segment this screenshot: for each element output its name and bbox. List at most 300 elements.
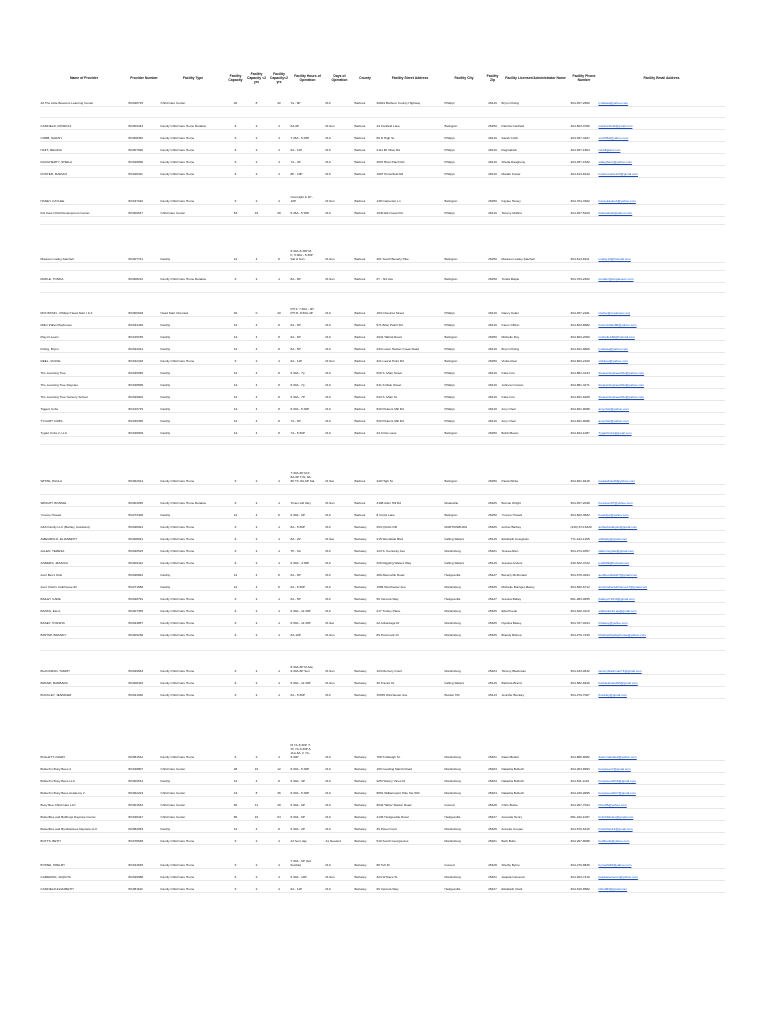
cell-email[interactable]: michelle180@hotmail.com	[598, 328, 725, 340]
cell-city: Bunker Hill	[444, 686, 484, 698]
cell-email[interactable]	[598, 436, 725, 444]
cell-city: Philippi	[444, 204, 484, 216]
cell-capacity-under2-a: 2	[245, 868, 268, 880]
cell-zip: 26250	[484, 117, 501, 129]
cell-email[interactable]: jbuckley@gmail.com	[598, 686, 725, 698]
cell-licensee-name: Elizabeth Clark	[501, 880, 570, 892]
table-row	[40, 436, 725, 444]
cell-email[interactable]: bbcc85@yahoo.com	[598, 796, 725, 808]
cell-provider-number: BC062223	[128, 784, 160, 796]
cell-email[interactable]: butterflies14@gmail.com	[598, 820, 725, 832]
cell-days: M-F	[325, 316, 354, 328]
cell-days: M-F	[325, 820, 354, 832]
cell-provider-number: BC022318	[128, 352, 160, 364]
cell-capacity-under2-b: 8	[268, 506, 290, 518]
cell-provider-name: MOUNTAIN - Philippi Head Start I & II	[40, 292, 128, 316]
cell-county: Berkeley	[354, 530, 376, 542]
cell-street-address	[376, 262, 444, 270]
cell-days: M-F	[325, 129, 354, 141]
cell-capacity-under2-a: 0	[245, 292, 268, 316]
cell-provider-number: BC008021	[128, 530, 160, 542]
cell-email[interactable]: howellyv@yahoo.com	[598, 506, 725, 518]
cell-capacity-under2-b: 4	[268, 352, 290, 364]
cell-street-address: 643 S. Main St.	[376, 388, 444, 400]
cell-county: Berkeley	[354, 542, 376, 554]
cell-county: Barbour	[354, 204, 376, 216]
cell-licensee-name: Patricia Canfield	[501, 117, 570, 129]
cell-provider-name: FOSTER, MARIAH	[40, 165, 128, 177]
cell-capacity: 6	[226, 868, 245, 880]
cell-email[interactable]: scs0354@yahoo.com	[598, 129, 725, 141]
table-row	[40, 94, 725, 106]
cell-licensee-name: Vickie Reel	[501, 352, 570, 364]
cell-phone: 304-433-0612	[570, 650, 598, 674]
table-row	[40, 316, 725, 328]
cell-county: Berkeley	[354, 698, 376, 760]
cell-phone: 304-823-2160	[570, 352, 598, 364]
cell-email[interactable]: thelearningtree2011@yahoo.com	[598, 376, 725, 388]
cell-provider-number: BC000647	[128, 204, 160, 216]
cell-hours: 6:30A - 7P	[290, 388, 325, 400]
cell-facility-type: Family Child Care Home	[160, 698, 226, 760]
cell-capacity-under2-a: 2	[245, 117, 268, 129]
cell-facility-type: Facility	[160, 578, 226, 590]
cell-days: M-F	[325, 808, 354, 820]
cell-days: M-Sun	[325, 352, 354, 364]
cell-street-address: 626 S. Main Street	[376, 364, 444, 376]
cell-provider-number: BC028447	[128, 808, 160, 820]
cell-days: M-F	[325, 760, 354, 772]
table-row	[40, 772, 725, 784]
cell-email[interactable]: jca2009@hotmail.com	[598, 554, 725, 566]
cell-days	[325, 282, 354, 292]
cell-email[interactable]: dawnmabullett@yahoo.com	[598, 698, 725, 760]
cell-provider-name: WHITE, PAULA	[40, 444, 128, 484]
cell-zip	[484, 216, 501, 224]
cell-street-address: 226 Riggling Waters Way	[376, 554, 444, 566]
cell-licensee-name: Annette Cooper	[501, 820, 570, 832]
cell-capacity: 12	[226, 424, 245, 436]
cell-email[interactable]: bbishoptheplayhouse@yahoo.com	[598, 626, 725, 638]
cell-email[interactable]: tammyblackman71@gmail.com	[598, 650, 725, 674]
cell-email[interactable]: paulawhite49@yahoo.com	[598, 444, 725, 484]
cell-capacity-under2-a: 4	[245, 364, 268, 376]
cell-licensee-name	[501, 282, 570, 292]
cell-county: Barbour	[354, 94, 376, 106]
cell-email[interactable]: byrne0226@yahoo.com	[598, 844, 725, 868]
cell-email[interactable]: amycheli@yahoo.com	[598, 400, 725, 412]
cell-provider-name: HANEY, KAYLEE	[40, 177, 128, 204]
cell-zip: 26416	[484, 165, 501, 177]
cell-capacity-under2-b: 8	[268, 340, 290, 352]
cell-capacity: 6	[226, 686, 245, 698]
table-row	[40, 282, 725, 292]
cell-city	[444, 638, 484, 650]
cell-capacity-under2-a: 2	[245, 554, 268, 566]
cell-city: Martinsburg	[444, 614, 484, 626]
cell-capacity-under2-a: 4	[245, 328, 268, 340]
cell-capacity-under2-b	[268, 262, 290, 270]
cell-capacity-under2-b: 4	[268, 542, 290, 554]
cell-capacity-under2-a	[245, 216, 268, 224]
cell-capacity-under2-a: 2	[245, 626, 268, 638]
cell-licensee-name: Beverly McDonald	[501, 566, 570, 578]
cell-email[interactable]: thelearningtree2011@yahoo.com	[598, 364, 725, 376]
cell-facility-type: Family Child Care Home	[160, 352, 226, 364]
cell-days: M-F	[325, 772, 354, 784]
table-row	[40, 590, 725, 602]
cell-capacity-under2-a: 4	[245, 412, 268, 424]
cell-capacity-under2-b: 4	[268, 590, 290, 602]
cell-county: Berkeley	[354, 614, 376, 626]
cell-hours: 6:30A - 4P	[290, 772, 325, 784]
cell-email[interactable]: patricanfield@gmail.com	[598, 117, 725, 129]
cell-capacity-under2-a: 8	[245, 94, 268, 106]
cell-licensee-name: Sheila Daugherty	[501, 153, 570, 165]
cell-capacity-under2-b: 4	[268, 165, 290, 177]
cell-provider-name: A&S Family LLC (Bartley, Assistant)	[40, 518, 128, 530]
table-row	[40, 542, 725, 554]
cell-phone: 304-823-8682	[570, 316, 598, 328]
cell-capacity: 6	[226, 674, 245, 686]
cell-email[interactable]: nkeller@cvpaineoc.org	[598, 292, 725, 316]
cell-email[interactable]: amycheli@yahoo.com	[598, 412, 725, 424]
cell-phone: 304-240-0995	[570, 784, 598, 796]
cell-city: Moatsville	[444, 494, 484, 506]
cell-city: Philippi	[444, 364, 484, 376]
cell-facility-type: Child Care Center	[160, 204, 226, 216]
cell-days: M-F	[325, 340, 354, 352]
cell-days: M-F	[325, 506, 354, 518]
cell-facility-type: Facility	[160, 820, 226, 832]
cell-capacity-under2-b: 12	[268, 760, 290, 772]
cell-zip: 26416	[484, 364, 501, 376]
cell-city: Belington	[444, 270, 484, 282]
cell-email[interactable]: jbailey272310@gmail.com	[598, 590, 725, 602]
cell-email[interactable]: masky14@hotmail.com	[598, 224, 725, 262]
cell-provider-number: BC007920	[128, 141, 160, 153]
cell-facility-type: Child Care Center	[160, 808, 226, 820]
cell-email[interactable]	[598, 106, 725, 117]
cell-email[interactable]: auntbevskids07@gmail.com	[598, 566, 725, 578]
cell-days: M-F	[325, 566, 354, 578]
cell-county	[354, 262, 376, 270]
cell-county: Barbour	[354, 352, 376, 364]
cell-email[interactable]: lorainemarie123@gmail.com	[598, 165, 725, 177]
cell-capacity: 6	[226, 590, 245, 602]
cell-street-address: 571 Briar Patch Rd	[376, 316, 444, 328]
cell-street-address: 15035 Winchester Ave	[376, 686, 444, 698]
cell-facility-type: Family Child Care Home Relative	[160, 494, 226, 506]
cell-phone: 304-641-9806	[570, 340, 598, 352]
cell-provider-number	[128, 262, 160, 270]
cell-zip: 25419	[484, 554, 501, 566]
cell-street-address: 217 Turkey Place	[376, 602, 444, 614]
cell-email[interactable]: tondarn@wvpaineoc.com	[598, 270, 725, 282]
cell-zip: 25405	[484, 602, 501, 614]
cell-licensee-name: Nyesha Basey	[501, 614, 570, 626]
cell-facility-type: Facility	[160, 340, 226, 352]
cell-provider-number: BC081512	[128, 698, 160, 760]
cell-city: Martinsburg	[444, 602, 484, 614]
cell-email[interactable]: lyndawa@yahoo.com	[598, 340, 725, 352]
cell-hours: 6:30A - 5:30P	[290, 760, 325, 772]
cell-street-address: 708 S Raleigh St.	[376, 698, 444, 760]
cell-email[interactable]: haneykayleeh@yahoo.com	[598, 177, 725, 204]
cell-capacity-under2-a: 2	[245, 602, 268, 614]
cell-provider-number: BC028091	[128, 518, 160, 530]
cell-facility-type: Facility	[160, 376, 226, 388]
cell-county: Berkeley	[354, 820, 376, 832]
cell-street-address: 30 Pavel Court	[376, 820, 444, 832]
cell-email[interactable]	[598, 262, 725, 270]
cell-capacity-under2-b: 8	[268, 578, 290, 590]
cell-licensee-name: Amanda Henry	[501, 808, 570, 820]
cell-phone: 304-841-8098	[570, 412, 598, 424]
cell-licensee-name: Katie Cox	[501, 388, 570, 400]
cell-zip: 26416	[484, 292, 501, 316]
cell-city: Belington	[444, 424, 484, 436]
cell-email[interactable]: ellsbaby@gmail.com	[598, 530, 725, 542]
cell-licensee-name: Jessica Anders	[501, 554, 570, 566]
cell-facility-type: Family Child Care Home	[160, 614, 226, 626]
cell-zip: 25428	[484, 844, 501, 868]
cell-street-address: 225 Hickory Vines Dr	[376, 772, 444, 784]
cell-zip	[484, 638, 501, 650]
cell-phone: 304-457-1804	[570, 141, 598, 153]
cell-days: M-F	[325, 578, 354, 590]
cell-capacity-under2-a: 2	[245, 141, 268, 153]
cell-capacity-under2-b	[268, 484, 290, 494]
cell-provider-name: Bulloch's Busy Bees 2	[40, 760, 128, 772]
cell-email[interactable]	[598, 638, 725, 650]
cell-provider-number: BC030395	[128, 412, 160, 424]
cell-street-address: 215 Woodside Blvd	[376, 530, 444, 542]
cell-capacity-under2-b: 4	[268, 129, 290, 141]
cell-city: Philippi	[444, 165, 484, 177]
cell-zip: 25404	[484, 784, 501, 796]
cell-licensee-name: Tonda Maple	[501, 270, 570, 282]
cell-email[interactable]: TygartCubs@gmail.com	[598, 424, 725, 436]
cell-days: M-F	[325, 153, 354, 165]
cell-email[interactable]: bonnievv07@yahoo.com	[598, 494, 725, 506]
cell-capacity: 6	[226, 626, 245, 638]
spreadsheet	[40, 62, 725, 893]
cell-email[interactable]: ellabanks21.ap@gmail.com	[598, 602, 725, 614]
cell-facility-type: Family Child Care Home Relative	[160, 117, 226, 129]
table-row	[40, 424, 725, 436]
cell-email[interactable]: barbarabrand63@gmail.com	[598, 674, 725, 686]
cell-days: M-F	[325, 328, 354, 340]
cell-street-address: 34 Circle Lane	[376, 424, 444, 436]
cell-phone: 304-841-8418	[570, 444, 598, 484]
cell-capacity: 6	[226, 352, 245, 364]
cell-email[interactable]: thelearningtree2011@yahoo.com	[598, 388, 725, 400]
cell-phone: 304-841-8098	[570, 400, 598, 412]
cell-email[interactable]	[598, 484, 725, 494]
cell-email[interactable]: auntchellsclubhouse17@gmail.com	[598, 578, 725, 590]
cell-capacity: 12	[226, 506, 245, 518]
cell-city: Martinsburg	[444, 542, 484, 554]
cell-facility-type	[160, 282, 226, 292]
cell-licensee-name: Natasha Bulloch	[501, 784, 570, 796]
cell-capacity	[226, 484, 245, 494]
cell-email[interactable]: sdaugherty@yahoo.com	[598, 153, 725, 165]
cell-capacity-under2-a: 2	[245, 177, 268, 204]
cell-county: Barbour	[354, 364, 376, 376]
cell-phone: 240-522-4722	[570, 554, 598, 566]
cell-zip: 26416	[484, 316, 501, 328]
cell-hours: 6A - 5:30P	[290, 686, 325, 698]
cell-city: Martinsburg	[444, 832, 484, 844]
cell-phone: 304-614-8111	[570, 224, 598, 262]
header-provider-number: Provider Number	[130, 76, 158, 80]
cell-phone: 304-457-1832	[570, 153, 598, 165]
table-row	[40, 376, 725, 388]
cell-city: Philippi	[444, 412, 484, 424]
cell-facility-type: Facility	[160, 424, 226, 436]
header-capacity: Facility Capacity	[228, 74, 243, 82]
cell-provider-number: BC082053	[128, 820, 160, 832]
cell-hours: 6:30A - 6P	[290, 808, 325, 820]
cell-zip: 25403	[484, 760, 501, 772]
cell-email[interactable]: busybees2017@gmail.com	[598, 784, 725, 796]
cell-email[interactable]: tallenmcgraw@gmail.com	[598, 542, 725, 554]
cell-capacity-under2-b: 4	[268, 177, 290, 204]
cell-licensee-name: Natasha Bulloch	[501, 760, 570, 772]
cell-email[interactable]: vickireel@yahoo.com	[598, 352, 725, 364]
cell-days	[325, 484, 354, 494]
cell-email[interactable]: bnbchildcare@gmail.com	[598, 808, 725, 820]
cell-email[interactable]: fnbasey@yahoo.com	[598, 614, 725, 626]
cell-city: Falling Waters	[444, 674, 484, 686]
table-row	[40, 270, 725, 282]
cell-licensee-name: Kaylee Haney	[501, 177, 570, 204]
cell-hours	[290, 262, 325, 270]
cell-email[interactable]	[598, 282, 725, 292]
cell-email[interactable]: busybees7@gmail.com	[598, 760, 725, 772]
cell-capacity-under2-b: 8	[268, 772, 290, 784]
table-row	[40, 820, 725, 832]
cell-county: Barbour	[354, 177, 376, 204]
cell-days: M-F	[325, 364, 354, 376]
cell-city: Belington	[444, 328, 484, 340]
cell-phone: 304-457-2181	[570, 292, 598, 316]
cell-days: M-F	[325, 292, 354, 316]
cell-capacity	[226, 216, 245, 224]
cell-facility-type: Facility	[160, 506, 226, 518]
cell-provider-number	[128, 638, 160, 650]
cell-zip	[484, 106, 501, 117]
cell-county: Berkeley	[354, 674, 376, 686]
cell-facility-type: Facility	[160, 412, 226, 424]
table-row	[40, 262, 725, 270]
cell-capacity-under2-a: 4	[245, 772, 268, 784]
cell-street-address: 324 W Race St	[376, 868, 444, 880]
cell-phone: 304-823-2060	[570, 328, 598, 340]
cell-email[interactable]	[598, 216, 725, 224]
cell-phone: 304-267-7024	[570, 796, 598, 808]
cell-provider-number: BC028009	[128, 424, 160, 436]
cell-city: Hedgesville	[444, 808, 484, 820]
cell-facility-type: Family Child Care Home	[160, 153, 226, 165]
cell-city: Belington	[444, 506, 484, 518]
header-facility-type: Facility Type	[182, 76, 204, 80]
cell-capacity: 12	[226, 820, 245, 832]
cell-email[interactable]: lizbs083@gmail.com	[598, 880, 725, 892]
cell-provider-name: CANFIELD ELIZABETH	[40, 880, 128, 892]
cell-email[interactable]: luvernLillian89@yahoo.com	[598, 316, 725, 328]
cell-licensee-name: Johnna Croston	[501, 376, 570, 388]
table-row	[40, 650, 725, 674]
cell-email[interactable]: jaquitacameron@yahoo.com	[598, 868, 725, 880]
cell-days	[325, 216, 354, 224]
cell-city: Philippi	[444, 141, 484, 153]
cell-email[interactable]: kidcarekids@yahoo.com	[598, 204, 725, 216]
cell-email[interactable]: amberbartleyas@gmail.com	[598, 518, 725, 530]
cell-email[interactable]: rehaft@aol.com	[598, 141, 725, 153]
cell-provider-name: Tygart Cubs 2, LLC	[40, 424, 128, 436]
cell-hours: PH II: 7:30A - 3P; PH III: 8:30A-4P	[290, 292, 325, 316]
cell-provider-number: BC062914	[128, 444, 160, 484]
table-row	[40, 602, 725, 614]
cell-street-address: 50 Ventura Way	[376, 590, 444, 602]
cell-facility-type: Child Care Center	[160, 784, 226, 796]
cell-street-address: 183 Chestnut Street	[376, 292, 444, 316]
cell-provider-number	[128, 106, 160, 117]
cell-email[interactable]: bethbutts@yahoo.com	[598, 832, 725, 844]
cell-provider-name: Butterflies and Bullfrogs Daycare Center	[40, 808, 128, 820]
cell-county	[354, 484, 376, 494]
table-row	[40, 292, 725, 316]
cell-street-address: 5801 Williamsport Pike Ste 500	[376, 784, 444, 796]
cell-email[interactable]: lyndawa@yahoo.com	[598, 94, 725, 106]
cell-city: Philippi	[444, 316, 484, 328]
cell-phone: 304-704-2462	[570, 270, 598, 282]
cell-street-address: 1586 Winchester Ave	[376, 578, 444, 590]
cell-capacity: 54	[226, 204, 245, 216]
cell-capacity-under2-b: 32	[268, 94, 290, 106]
cell-county: Barbour	[354, 494, 376, 506]
cell-zip	[484, 282, 501, 292]
cell-capacity: 12	[226, 566, 245, 578]
cell-county: Barbour	[354, 412, 376, 424]
cell-provider-name: Play-N-Learn	[40, 328, 128, 340]
table-row	[40, 566, 725, 578]
table-row	[40, 165, 725, 177]
cell-provider-number: BC028695	[128, 376, 160, 388]
cell-facility-type: Facility	[160, 224, 226, 262]
header-hours: Facility Hours of Operation	[294, 74, 321, 82]
table-row	[40, 412, 725, 424]
cell-provider-number: BC028842	[128, 566, 160, 578]
cell-county: Berkeley	[354, 518, 376, 530]
cell-provider-name: ANDERS, JESSICA	[40, 554, 128, 566]
cell-provider-number: BC024645	[128, 844, 160, 868]
cell-provider-name: Tiggert Cubs	[40, 400, 128, 412]
cell-days: M-F	[325, 698, 354, 760]
cell-provider-name	[40, 106, 128, 117]
cell-phone	[570, 216, 598, 224]
cell-facility-type: Family Child Care Home	[160, 554, 226, 566]
cell-street-address: 88 Tuft Dr	[376, 844, 444, 868]
cell-capacity-under2-b: 4	[268, 554, 290, 566]
cell-capacity: 12	[226, 328, 245, 340]
table-row	[40, 444, 725, 484]
cell-email[interactable]: busybees2016@gmail.com	[598, 772, 725, 784]
cell-phone	[570, 638, 598, 650]
cell-city: Belington	[444, 444, 484, 484]
